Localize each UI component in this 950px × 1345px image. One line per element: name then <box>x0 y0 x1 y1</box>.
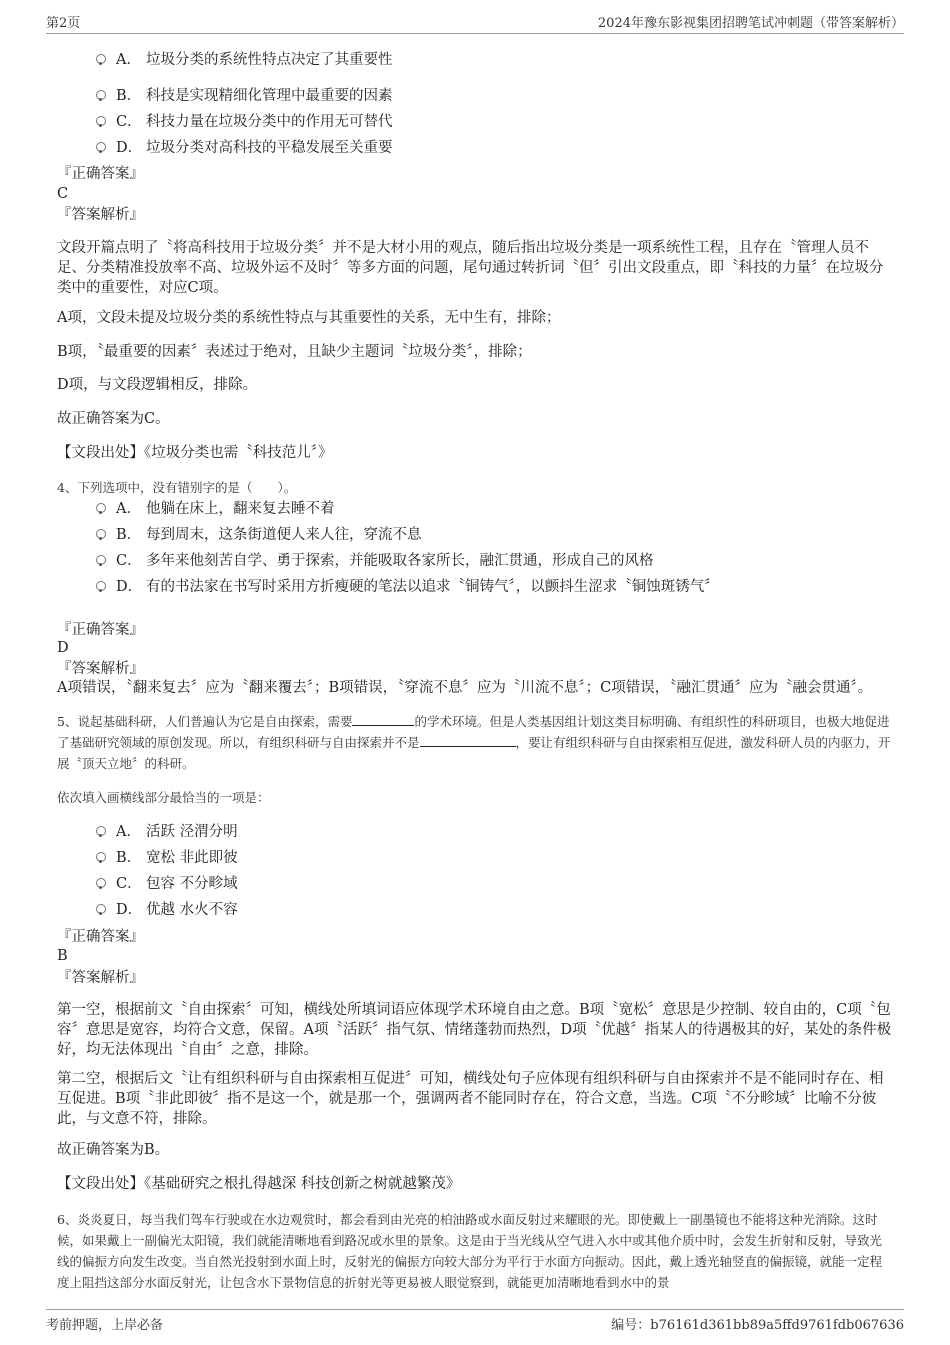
radio-icon[interactable] <box>96 904 106 914</box>
footer-slogan: 考前押题，上岸必备 <box>46 1318 164 1333</box>
analysis-paragraph: D项，与文段逻辑相反，排除。 <box>57 377 258 393</box>
option-b[interactable]: B． 每到周末，这条街道便人来人往，穿流不息 <box>96 525 422 545</box>
source-citation: 【文段出处】《垃圾分类也需〝科技范儿〞》 <box>57 445 333 461</box>
radio-icon[interactable] <box>96 878 106 888</box>
fill-blank <box>420 733 516 747</box>
document-title: 2024年豫东影视集团招聘笔试冲刺题（带答案解析） <box>597 16 904 31</box>
answer-label: 『正确答案』 <box>57 166 144 182</box>
analysis-label: 『答案解析』 <box>57 970 144 986</box>
radio-icon[interactable] <box>96 90 106 100</box>
answer-label: 『正确答案』 <box>57 622 144 638</box>
radio-icon[interactable] <box>96 503 106 513</box>
correct-answer: D <box>57 640 69 656</box>
question-prompt: 依次填入画横线部分最恰当的一项是： <box>57 790 270 805</box>
option-b[interactable]: B． 宽松 非此即彼 <box>96 848 238 868</box>
radio-icon[interactable] <box>96 826 106 836</box>
radio-icon[interactable] <box>96 529 106 539</box>
analysis-label: 『答案解析』 <box>57 207 144 223</box>
analysis-paragraph: 文段开篇点明了〝将高科技用于垃圾分类〞并不是大材小用的观点，随后指出垃圾分类是一项系统性工程，且存在〝管理人员不足、分类精准投放率不高、垃圾外运不及时〞等多方面的问题，尾句通过转折词〝但〞引出文段重点，即〝科技的力量〞在垃圾分类中的重要性，对应C项。 <box>57 240 884 296</box>
option-a[interactable]: A． 垃圾分类的系统性特点决定了其重要性 <box>96 50 393 70</box>
document-id: 编号：b76161d361bb89a5ffd9761fdb067636 <box>611 1318 904 1333</box>
analysis-label: 『答案解析』 <box>57 661 144 677</box>
option-b[interactable]: B． 科技是实现精细化管理中最重要的因素 <box>96 86 393 106</box>
radio-icon[interactable] <box>96 116 106 126</box>
radio-icon[interactable] <box>96 142 106 152</box>
option-d[interactable]: D． 垃圾分类对高科技的平稳发展至关重要 <box>96 138 393 158</box>
radio-icon[interactable] <box>96 581 106 591</box>
answer-label: 『正确答案』 <box>57 929 144 945</box>
fill-blank <box>352 712 414 726</box>
analysis-paragraph: B项，〝最重要的因素〞表述过于绝对，且缺少主题词〝垃圾分类〞，排除； <box>57 344 532 360</box>
correct-answer: C <box>57 186 69 202</box>
radio-icon[interactable] <box>96 852 106 862</box>
option-c[interactable]: C． 科技力量在垃圾分类中的作用无可替代 <box>96 112 393 132</box>
option-a[interactable]: A． 活跃 泾渭分明 <box>96 822 238 842</box>
option-a[interactable]: A． 他躺在床上，翻来复去睡不着 <box>96 499 335 519</box>
radio-icon[interactable] <box>96 54 106 64</box>
option-d[interactable]: D． 优越 水火不容 <box>96 900 238 920</box>
analysis-conclusion: 故正确答案为B。 <box>57 1142 170 1158</box>
option-c[interactable]: C． 包容 不分畛域 <box>96 874 238 894</box>
analysis-paragraph: A项，文段未提及垃圾分类的系统性特点与其重要性的关系，无中生有，排除； <box>57 310 561 326</box>
source-citation: 【文段出处】《基础研究之根扎得越深 科技创新之树就越繁茂》 <box>57 1176 461 1192</box>
analysis-paragraph: 第二空，根据后文〝让有组织科研与自由探索相互促进〞可知，横线处句子应体现有组织科研与自由探索并不是不能同时存在、相互促进。B项〝非此即彼〞指不是这一个，就是那一个，强调两者不能同时存在，符合文意，当选。C项〝不分畛域〞比喻不分彼此，与文意不符，排除。 <box>57 1071 884 1127</box>
analysis-conclusion: 故正确答案为C。 <box>57 411 170 427</box>
correct-answer: B <box>57 948 68 964</box>
question-stem: 4、下列选项中，没有错别字的是（ ）。 <box>57 480 297 495</box>
footer-divider <box>46 1309 904 1310</box>
option-d[interactable]: D． 有的书法家在书写时采用方折瘦硬的笔法以追求〝铜铸气〞，以颤抖生涩求〝铜蚀斑锈气〞 <box>96 577 719 597</box>
page-number: 第2页 <box>46 16 81 31</box>
header-divider <box>46 33 904 34</box>
question-stem: 5、说起基础科研，人们普遍认为它是自由探索，需要 的学术环境。但是人类基因组计划这类目标明确、有组织性的科研项目，也极大地促进了基础研究领域的原创发现。所以，有组织科研与自由探索并不是 ，要让有组织科研与自由探索相互促进，激发科研人员的内驱力，开展〝顶天立地〞的科研。 <box>57 714 891 771</box>
page-header <box>0 0 950 34</box>
option-c[interactable]: C． 多年来他刻苦自学、勇于探索，并能吸取各家所长，融汇贯通，形成自己的风格 <box>96 551 654 571</box>
analysis-paragraph: 第一空，根据前文〝自由探索〞可知，横线处所填词语应体现学术环境自由之意。B项〝宽松〞意思是少控制、较自由的，C项〝包容〞意思是宽容，均符合文意，保留。A项〝活跃〞指气氛、情绪蓬勃而热烈，D项〝优越〞指某人的待遇极其的好，某处的条件极好，均无法体现出〝自由〞之意，排除。 <box>57 1002 892 1058</box>
question-stem: 6、炎炎夏日，每当我们驾车行驶或在水边观赏时，都会看到由光亮的柏油路或水面反射过来耀眼的光。即使戴上一副墨镜也不能将这种光消除。这时候，如果戴上一副偏光太阳镜，我们就能清晰地看到路况或水里的景象。这是由于当光线从空气进入水中或其他介质中时，会发生折射和反射，导致光线的偏振方向发生改变。当自然光投射到水面上时，反射光的偏振方向较大部分为平行于水面方向振动。因此，戴上透光轴竖直的偏振镜，就能一定程度上阻挡这部分水面反射光，让包含水下景物信息的折射光等更易被人眼觉察到，就能更加清晰地看到水中的景 <box>57 1212 883 1290</box>
analysis-paragraph: A项错误，〝翻来复去〞应为〝翻来覆去〞；B项错误，〝穿流不息〞应为〝川流不息〞；C项错误，〝融汇贯通〞应为〝融会贯通〞。 <box>57 680 873 696</box>
radio-icon[interactable] <box>96 555 106 565</box>
